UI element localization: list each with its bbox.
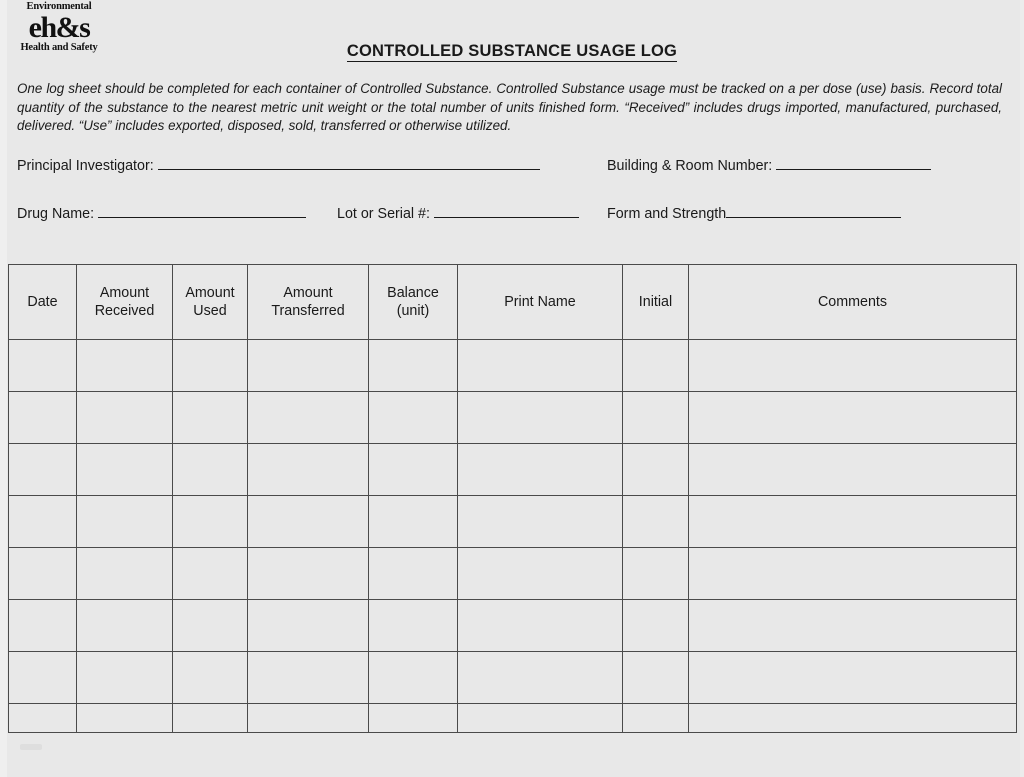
cell-initial[interactable] — [623, 652, 689, 704]
column-header-date: Date — [9, 265, 77, 340]
cell-received[interactable] — [77, 548, 173, 600]
form-fields — [0, 155, 1024, 245]
cell-initial[interactable] — [623, 444, 689, 496]
cell-balance[interactable] — [369, 600, 458, 652]
cell-initial[interactable] — [623, 392, 689, 444]
cell-date[interactable] — [9, 496, 77, 548]
column-header-print_name: Print Name — [458, 265, 623, 340]
cell-date[interactable] — [9, 704, 77, 733]
form-and-strength-input[interactable] — [726, 203, 901, 218]
page-right-margin — [1020, 0, 1024, 777]
cell-balance[interactable] — [369, 704, 458, 733]
page-left-margin — [0, 0, 7, 777]
cell-date[interactable] — [9, 392, 77, 444]
cell-received[interactable] — [77, 704, 173, 733]
column-header-initial: Initial — [623, 265, 689, 340]
cell-date[interactable] — [9, 600, 77, 652]
logo-line-environmental: Environmental — [26, 1, 92, 12]
form-and-strength-field[interactable] — [607, 203, 901, 222]
cell-print_name[interactable] — [458, 392, 623, 444]
cell-print_name[interactable] — [458, 652, 623, 704]
form-row-1 — [0, 155, 1024, 181]
column-header-comments: Comments — [689, 265, 1017, 340]
cell-used[interactable] — [173, 340, 248, 392]
table-header-row — [9, 265, 1017, 340]
logo-line-ehs: eh&s — [28, 10, 90, 44]
column-header-received: Amount Received — [77, 265, 173, 340]
cell-print_name[interactable] — [458, 548, 623, 600]
form-and-strength-label: Form and Strength — [607, 205, 727, 222]
table-row — [9, 652, 1017, 704]
building-room-number-label: Building & Room Number: — [607, 157, 773, 174]
cell-comments[interactable] — [689, 392, 1017, 444]
cell-used[interactable] — [173, 652, 248, 704]
cell-print_name[interactable] — [458, 704, 623, 733]
column-header-transferred: Amount Transferred — [248, 265, 369, 340]
cell-date[interactable] — [9, 444, 77, 496]
usage-log-table-head — [9, 265, 1017, 340]
cell-transferred[interactable] — [248, 600, 369, 652]
cell-received[interactable] — [77, 392, 173, 444]
cell-received[interactable] — [77, 600, 173, 652]
page-title-text: CONTROLLED SUBSTANCE USAGE LOG — [346, 42, 678, 60]
cell-used[interactable] — [173, 600, 248, 652]
usage-log-table-body — [9, 340, 1017, 733]
cell-date[interactable] — [9, 652, 77, 704]
cell-balance[interactable] — [369, 652, 458, 704]
cell-used[interactable] — [173, 496, 248, 548]
cell-comments[interactable] — [689, 340, 1017, 392]
cell-initial[interactable] — [623, 340, 689, 392]
cell-used[interactable] — [173, 444, 248, 496]
column-header-balance: Balance (unit) — [369, 265, 458, 340]
principal-investigator-field[interactable] — [17, 155, 540, 174]
drug-name-input[interactable] — [98, 203, 306, 218]
scan-artifact — [20, 744, 42, 750]
cell-comments[interactable] — [689, 444, 1017, 496]
cell-comments[interactable] — [689, 548, 1017, 600]
cell-balance[interactable] — [369, 548, 458, 600]
form-row-2 — [0, 203, 1024, 229]
cell-received[interactable] — [77, 340, 173, 392]
cell-balance[interactable] — [369, 392, 458, 444]
cell-used[interactable] — [173, 704, 248, 733]
cell-print_name[interactable] — [458, 444, 623, 496]
cell-print_name[interactable] — [458, 600, 623, 652]
table-row — [9, 704, 1017, 733]
building-room-number-field[interactable] — [607, 155, 931, 174]
table-row — [9, 548, 1017, 600]
cell-initial[interactable] — [623, 548, 689, 600]
lot-or-serial-field[interactable] — [337, 203, 579, 222]
drug-name-field[interactable] — [17, 203, 306, 222]
cell-initial[interactable] — [623, 496, 689, 548]
cell-comments[interactable] — [689, 600, 1017, 652]
page-title — [0, 42, 1024, 61]
cell-received[interactable] — [77, 652, 173, 704]
table-row — [9, 444, 1017, 496]
cell-received[interactable] — [77, 496, 173, 548]
principal-investigator-label: Principal Investigator: — [17, 157, 154, 174]
cell-comments[interactable] — [689, 652, 1017, 704]
cell-balance[interactable] — [369, 444, 458, 496]
lot-or-serial-input[interactable] — [434, 203, 579, 218]
cell-transferred[interactable] — [248, 340, 369, 392]
lot-or-serial-label: Lot or Serial #: — [337, 205, 430, 222]
drug-name-label: Drug Name: — [17, 205, 95, 222]
table-row — [9, 392, 1017, 444]
cell-date[interactable] — [9, 340, 77, 392]
table-row — [9, 600, 1017, 652]
cell-print_name[interactable] — [458, 496, 623, 548]
column-header-used: Amount Used — [173, 265, 248, 340]
cell-initial[interactable] — [623, 600, 689, 652]
cell-comments[interactable] — [689, 704, 1017, 733]
cell-initial[interactable] — [623, 704, 689, 733]
cell-transferred[interactable] — [248, 392, 369, 444]
cell-received[interactable] — [77, 444, 173, 496]
table-row — [9, 340, 1017, 392]
cell-print_name[interactable] — [458, 340, 623, 392]
cell-balance[interactable] — [369, 340, 458, 392]
cell-transferred[interactable] — [248, 704, 369, 733]
cell-transferred[interactable] — [248, 652, 369, 704]
document-header — [0, 0, 1024, 72]
usage-log-table — [8, 264, 1017, 733]
table-row — [9, 496, 1017, 548]
cell-used[interactable] — [173, 548, 248, 600]
principal-investigator-input[interactable] — [158, 155, 540, 170]
instructions-paragraph: One log sheet should be completed for each container of Controlled Substance. Controlled Substance usage must be tracked on a per dose (use) basis. Record total quantity of the substance to the nearest metric unit weight or the total number of units finished form. “Received” includes drugs imported, manufactured, purchased, delivered. “Use” includes exported, disposed, sold, transferred or otherwise utilized. — [17, 81, 1002, 133]
cell-date[interactable] — [9, 548, 77, 600]
building-room-number-input[interactable] — [776, 155, 931, 170]
cell-balance[interactable] — [369, 496, 458, 548]
logo-line-health-and-safety: Health and Safety — [20, 42, 98, 53]
cell-transferred[interactable] — [248, 444, 369, 496]
cell-transferred[interactable] — [248, 496, 369, 548]
cell-transferred[interactable] — [248, 548, 369, 600]
cell-comments[interactable] — [689, 496, 1017, 548]
usage-log-table-container — [8, 264, 1016, 733]
cell-used[interactable] — [173, 392, 248, 444]
